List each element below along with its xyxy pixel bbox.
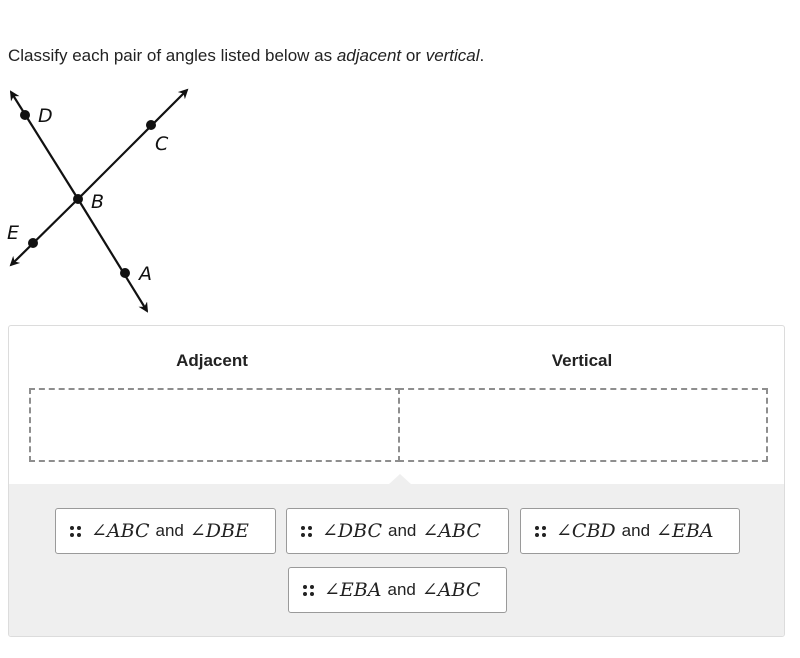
angle-pair-chip[interactable] (286, 508, 509, 554)
angle-1: ∠CBD (556, 520, 616, 542)
angle-2: ∠EBA (656, 520, 714, 542)
adjacent-dropzone[interactable] (29, 388, 401, 462)
label-c: C (155, 133, 169, 155)
angle-pair-chip[interactable] (55, 508, 276, 554)
angle-2: ∠DBE (189, 520, 249, 542)
point-e (28, 238, 38, 248)
intersecting-lines-figure (0, 80, 200, 320)
question-text (8, 46, 484, 66)
conjunction: and (388, 521, 417, 540)
question-prefix: Classify each pair of angles listed below as (8, 46, 337, 65)
conjunction: and (155, 521, 184, 540)
drag-handle-icon (70, 526, 81, 537)
point-a (120, 268, 130, 278)
angle-2: ∠ABC (422, 520, 481, 542)
classification-panel (8, 325, 785, 637)
drag-handle-icon (303, 585, 314, 596)
question-option-adjacent: adjacent (336, 46, 402, 65)
conjunction: and (387, 580, 416, 599)
angle-pair-chip[interactable] (288, 567, 507, 613)
angle-2: ∠ABC (421, 579, 481, 601)
angle-pair-chip[interactable] (520, 508, 740, 554)
point-c (146, 120, 156, 130)
drag-handle-icon (535, 526, 546, 537)
point-b (73, 194, 83, 204)
vertical-header: Vertical (551, 351, 613, 370)
question-suffix: . (479, 46, 485, 65)
line-ce (78, 90, 187, 199)
line-ce-lower (11, 199, 78, 265)
label-d: D (38, 105, 53, 127)
drag-handle-icon (301, 526, 312, 537)
adjacent-header: Adjacent (176, 351, 248, 370)
angle-1: ∠EBA (324, 579, 382, 601)
label-e: E (7, 222, 20, 244)
vertical-dropzone[interactable] (398, 388, 768, 462)
label-b: B (91, 191, 105, 213)
question-middle: or (401, 46, 426, 65)
conjunction: and (621, 521, 651, 540)
label-a: A (139, 263, 152, 285)
line-da-lower (78, 199, 147, 311)
answer-tray (9, 484, 785, 637)
point-d (20, 110, 30, 120)
question-option-vertical: vertical (425, 46, 480, 65)
angle-1: ∠ABC (91, 520, 150, 542)
angle-1: ∠DBC (322, 520, 383, 542)
